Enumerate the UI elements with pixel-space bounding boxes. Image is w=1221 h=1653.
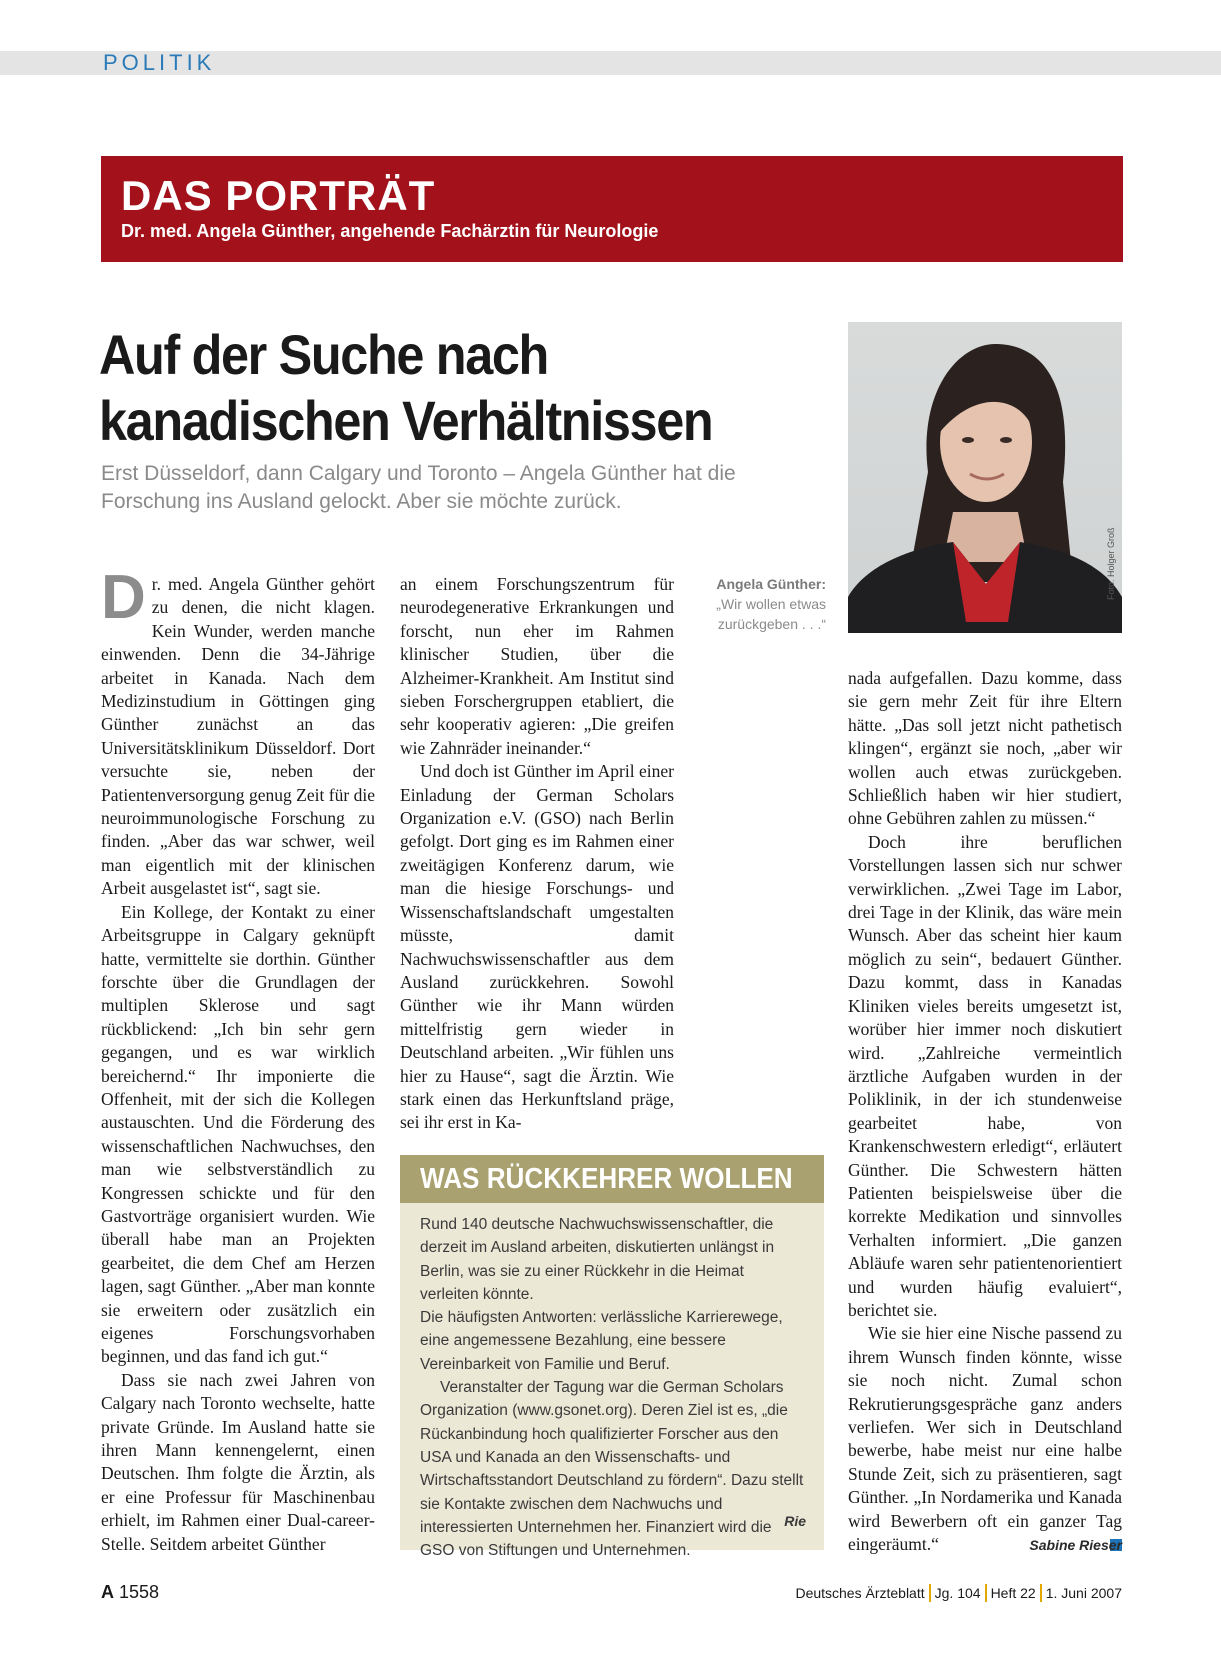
footer-volume: Jg. 104: [934, 1585, 981, 1601]
info-box-signature: Rie: [784, 1513, 806, 1529]
photo-credit: Foto: Holger Groß: [1106, 527, 1116, 600]
article-paragraph: Dass sie nach zwei Jahren von Calgary nach Toronto wechselte, hatte private Gründe. Im Ausland hatte sie ihren Mann kennengelernt, einen Deutschen. Ihm folgte die Ärztin, als er eine Professur für Maschinenbau erhielt, im Rahmen einer Dual-career-Stelle. Seitdem arbeitet Günther: [101, 1369, 375, 1554]
info-box-paragraph: Die häufigsten Antworten: verlässliche Karrierewege, eine angemessene Bezahlung, eine bessere Vereinbarkeit von Familie und Beruf.: [420, 1309, 783, 1373]
photo-caption: [700, 574, 826, 634]
footer-journal: Deutsches Ärzteblatt: [795, 1585, 925, 1601]
article-paragraph: Ein Kollege, der Kontakt zu einer Arbeitsgruppe in Calgary geknüpft hatte, vermittelte sie dorthin. Günther forschte über die Grundlagen der multiplen Sklerose und sagt rückblickend: „Ich bin sehr gern gegangen, und es war wirklich bereichernd.“ Ihr imponierte die Offenheit, mit der sich die Kollegen austauschten. Und die Förderung des wissenschaftlichen Nachwuchses, den man wie selbstverständlich zu Kongressen schickte und für den Gastvorträge organisiert wurden. Wie überall habe man an Projekten gearbeitet, die dem Chef am Herzen lagen, sagt Günther. „Aber man konnte sie erweitern oder zusätzlich ein eigenes Forschungsvorhaben beginnen, und das fand ich gut.“: [101, 901, 375, 1367]
article-paragraph: Doch ihre beruflichen Vorstellungen lassen sich nur schwer verwirklichen. „Zwei Tage im Labor, drei Tage in der Klinik, das wäre mein Wunsch. Aber das scheint hier kaum möglich zu sein“, bedauert Günther. Dazu kommt, dass in Kanadas Kliniken vieles bereits umgesetzt ist, worüber hier immer noch diskutiert wird. „Zahlreiche vermeintlich ärztliche Aufgaben wurden in der Poliklinik, in der ich stundenweise gearbeitet habe, von Krankenschwestern erledigt“, erläutert Günther. Die Schwestern hätten Patienten beispielsweise über die korrekte Medikation und sinnvolles Verhalten informiert. „Die ganzen Abläufe waren sehr patientenorientiert und wurden häufig evaluiert“, berichtet sie.: [848, 831, 1122, 1320]
portrait-illustration: [848, 322, 1122, 633]
footer-separator: [929, 1584, 931, 1602]
info-box-paragraph: Veranstalter der Tagung war die German Scholars Organization (www.gsonet.org). Deren Ziel ist es, „die Rückanbindung hoch qualifizierter Forscher aus den USA und Kanada an den Wissenschafts- und Wirtschaftsstandort Deutschland zu fördern“. Dazu stellt sie Kontakte zwischen dem Nachwuchs und interessierten Unternehmen her. Finanziert wird die GSO von Stiftungen und Unternehmen.: [420, 1379, 804, 1560]
banner-subtitle: Dr. med. Angela Günther, angehende Fachärztin für Neurologie: [121, 221, 659, 241]
footer-date: 1. Juni 2007: [1045, 1585, 1122, 1601]
drop-cap: D: [101, 563, 146, 632]
caption-name: Angela Günther:: [716, 576, 826, 592]
footer-issue: Heft 22: [990, 1585, 1036, 1601]
article-column-2: [400, 573, 674, 1135]
caption-quote: „Wir wollen etwas zurückgeben . . .“: [716, 596, 826, 632]
banner-title: DAS PORTRÄT: [121, 172, 436, 219]
article-paragraph: nada aufgefallen. Dazu komme, dass sie gern mehr Zeit für ihre Eltern hätte. „Das soll jetzt nicht pathetisch klingen“, ergänzt sie noch, „aber wir wollen auch etwas zurückgeben. Schließlich haben wir hier studiert, ohne Gebühren zahlen zu müssen.“: [848, 668, 1122, 829]
info-box-body: [400, 1203, 824, 1562]
article-paragraph: Dr. med. Angela Günther gehört zu denen, die nicht klagen. Kein Wunder, werden manche einwenden. Denn die 34-Jährige arbeitet in Kanada. Nach dem Medizinstudium in Göttingen ging Günther zunächst an das Universitätsklinikum Düsseldorf. Dort versuchte sie, neben der Patientenversorgung genug Zeit für die neuroimmunologische Forschung zu finden. „Aber das war schwer, weil man eigentlich mit der klinischen Arbeit ausgelastet ist“, sagt sie.: [101, 563, 375, 899]
article-paragraph: Und doch ist Günther im April einer Einladung der German Scholars Organization e.V. (GSO) nach Berlin gefolgt. Dort ging es im Rahmen einer zweitägigen Konferenz darum, wie man die hiesige Forschungs- und Wissenschaftslandschaft umgestalten müsste, damit Nachwuchswissenschaftler aus dem Ausland zurückkehren. Sowohl Günther wie ihr Mann würden mittelfristig gern wieder in Deutschland arbeiten. „Wir fühlen uns hier zu Hause“, sagt die Ärztin. Wie stark einen das Herkunftsland präge, sei ihr erst in Ka-: [400, 761, 674, 1133]
portrait-banner: [101, 156, 1123, 262]
article-paragraph: an einem Forschungszentrum für neurodegenerative Erkrankungen und forscht, nun eher im Rahmen klinischer Studien, über die Alzheimer-Krankheit. Am Institut sind sieben Forschergruppen etabliert, die sehr kooperativ agieren: „Die greifen wie Zahnräder ineinander.“: [400, 574, 674, 758]
info-box-header: [400, 1155, 824, 1203]
article-paragraph-last: Wie sie hier eine Nische passend zu ihrem Wunsch finden könnte, wisse sie noch nicht. Zumal schon Rekrutierungsgespräche ganz anders verliefen. Wer sich in Deutschland bewerbe, habe meist nur eine halbe Stunde Zeit, sich zu präsentieren, sagt Günther. „In Nordamerika und Kanada wird Bewerbern oft ein ganzer Tag eingeräumt.“: [848, 1323, 1122, 1555]
info-box-paragraph: Rund 140 deutsche Nachwuchswissenschaftler, die derzeit im Ausland arbeiten, diskutierten unlängst in Berlin, was sie zu einer Rückkehr in die Heimat verleiten könnte.: [420, 1216, 775, 1303]
portrait-photo: [848, 322, 1122, 633]
info-box: [400, 1155, 824, 1560]
article-column-3: [848, 667, 1122, 1556]
article-lead: Erst Düsseldorf, dann Calgary und Toronto – Angela Günther hat die Forschung ins Ausland gelockt. Aber sie möchte zurück.: [101, 462, 736, 513]
footer-separator: [985, 1584, 987, 1602]
article-column-1: [101, 563, 375, 1556]
article-author: Sabine Rieser: [1029, 1537, 1122, 1553]
article-headline: Auf der Suche nach kanadischen Verhältnissen: [99, 323, 713, 452]
page-number: A 1558: [101, 1582, 160, 1602]
info-box-title: WAS RÜCKKEHRER WOLLEN: [420, 1163, 793, 1195]
footer-publication-info: [795, 1584, 1122, 1602]
section-label: POLITIK: [103, 50, 216, 75]
footer-separator: [1040, 1584, 1042, 1602]
